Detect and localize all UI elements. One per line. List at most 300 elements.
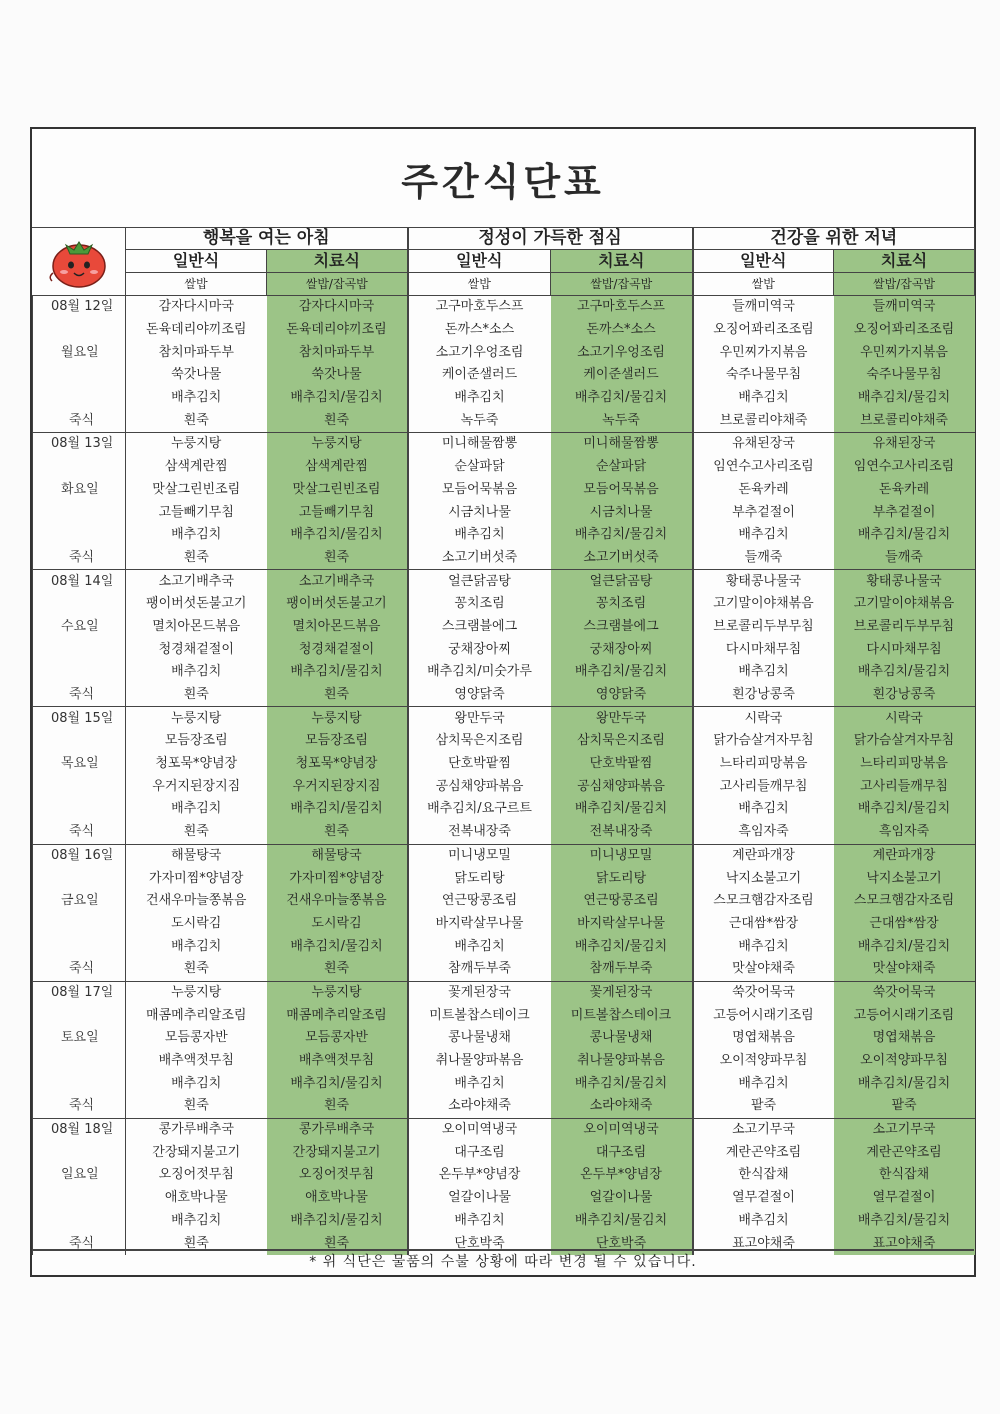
general-menu-item: 숙주나물무침 bbox=[693, 364, 834, 387]
therapy-menu-item: 숙주나물무침 bbox=[834, 364, 975, 387]
general-menu-item: 단호박팥찜 bbox=[408, 753, 551, 776]
general-menu-item: 브로콜리야채죽 bbox=[693, 409, 834, 432]
general-menu-item: 전복내장죽 bbox=[408, 821, 551, 844]
therapy-menu-item: 흰죽 bbox=[267, 409, 408, 432]
therapy-menu-item: 배추김치/물김치 bbox=[834, 387, 975, 410]
general-menu-item: 배추김치 bbox=[693, 661, 834, 684]
therapy-menu-item: 매콤메추리알조림 bbox=[267, 1004, 408, 1027]
menu-row bbox=[33, 1004, 975, 1027]
general-menu-item: 흰죽 bbox=[126, 547, 267, 570]
therapy-menu-item: 낙지소불고기 bbox=[834, 867, 975, 890]
general-menu-item: 맛살야채죽 bbox=[693, 958, 834, 981]
general-menu-item: 배추김치 bbox=[408, 1072, 551, 1095]
general-menu-item: 참깨두부죽 bbox=[408, 958, 551, 981]
therapy-menu-item: 얼갈이나물 bbox=[551, 1187, 693, 1210]
therapy-menu-item: 다시마채무침 bbox=[834, 638, 975, 661]
weekly-menu-table bbox=[32, 227, 975, 1255]
therapy-menu-item: 오징어꽈리조조림 bbox=[834, 319, 975, 342]
therapy-menu-item: 애호박나물 bbox=[267, 1187, 408, 1210]
therapy-menu-item: 부추겉절이 bbox=[834, 501, 975, 524]
general-menu-item: 배추김치 bbox=[126, 661, 267, 684]
therapy-menu-item: 근대쌈*쌈장 bbox=[834, 913, 975, 936]
general-menu-item: 흑임자죽 bbox=[693, 821, 834, 844]
therapy-menu-item: 소고기버섯죽 bbox=[551, 547, 693, 570]
general-menu-item: 간장돼지불고기 bbox=[126, 1141, 267, 1164]
menu-row bbox=[33, 775, 975, 798]
breakfast-general-header: 일반식 bbox=[126, 250, 267, 273]
general-menu-item: 배추김치 bbox=[126, 1210, 267, 1233]
general-menu-item: 흰죽 bbox=[126, 684, 267, 707]
general-menu-item: 얼큰닭곰탕 bbox=[408, 570, 551, 593]
therapy-menu-item: 돈까스*소스 bbox=[551, 319, 693, 342]
menu-row bbox=[33, 409, 975, 432]
general-menu-item: 임연수고사리조림 bbox=[693, 456, 834, 479]
general-menu-item: 애호박나물 bbox=[126, 1187, 267, 1210]
therapy-menu-item: 닭가슴살겨자무침 bbox=[834, 730, 975, 753]
therapy-menu-item: 시락국 bbox=[834, 707, 975, 730]
general-menu-item: 돈까스*소스 bbox=[408, 319, 551, 342]
general-menu-item: 배추김치/미숫가루 bbox=[408, 661, 551, 684]
therapy-menu-item: 배추김치/물김치 bbox=[267, 661, 408, 684]
general-menu-item: 배추김치 bbox=[126, 935, 267, 958]
menu-row bbox=[33, 684, 975, 707]
porridge-label: 죽식 bbox=[33, 1095, 126, 1118]
footnote: * 위 식단은 물품의 수불 상황에 따라 변경 될 수 있습니다. bbox=[32, 1249, 974, 1275]
general-menu-item: 미니해물짬뽕 bbox=[408, 433, 551, 456]
menu-row bbox=[33, 593, 975, 616]
porridge-label: 죽식 bbox=[33, 958, 126, 981]
breakfast-general-rice: 쌀밥 bbox=[126, 273, 267, 296]
general-menu-item: 고구마호두스프 bbox=[408, 296, 551, 319]
therapy-menu-item: 느타리피망볶음 bbox=[834, 753, 975, 776]
general-menu-item: 케이준샐러드 bbox=[408, 364, 551, 387]
general-menu-item: 흰강낭콩죽 bbox=[693, 684, 834, 707]
general-menu-item: 꽁치조림 bbox=[408, 593, 551, 616]
general-menu-item: 배추김치 bbox=[126, 1072, 267, 1095]
day-label-empty bbox=[33, 319, 126, 342]
general-menu-item: 누룽지탕 bbox=[126, 981, 267, 1004]
therapy-menu-item: 도시락김 bbox=[267, 913, 408, 936]
menu-row bbox=[33, 981, 975, 1004]
therapy-menu-item: 흑임자죽 bbox=[834, 821, 975, 844]
general-menu-item: 궁채장아찌 bbox=[408, 638, 551, 661]
dinner-therapy-header: 치료식 bbox=[834, 250, 975, 273]
therapy-menu-item: 삼치묵은지조림 bbox=[551, 730, 693, 753]
general-menu-item: 멸치아몬드볶음 bbox=[126, 616, 267, 639]
day-label-empty bbox=[33, 387, 126, 410]
general-menu-item: 배추김치 bbox=[693, 935, 834, 958]
therapy-menu-item: 고기말이야채볶음 bbox=[834, 593, 975, 616]
therapy-menu-item: 삼색계란찜 bbox=[267, 456, 408, 479]
general-menu-item: 돈육카레 bbox=[693, 479, 834, 502]
general-menu-item: 오징어젓무침 bbox=[126, 1164, 267, 1187]
day-date: 08월 17일 bbox=[33, 981, 126, 1004]
general-menu-item: 배추김치 bbox=[693, 524, 834, 547]
therapy-menu-item: 돈육데리야끼조림 bbox=[267, 319, 408, 342]
dinner-therapy-rice: 쌀밥/잡곡밥 bbox=[834, 273, 975, 296]
day-label-empty bbox=[33, 456, 126, 479]
day-label-empty bbox=[33, 1004, 126, 1027]
general-menu-item: 소고기버섯죽 bbox=[408, 547, 551, 570]
therapy-menu-item: 배추김치/물김치 bbox=[551, 387, 693, 410]
day-weekday: 목요일 bbox=[33, 753, 126, 776]
therapy-menu-item: 소고기우엉조림 bbox=[551, 341, 693, 364]
general-menu-item: 느타리피망볶음 bbox=[693, 753, 834, 776]
general-menu-item: 감자다시마국 bbox=[126, 296, 267, 319]
therapy-menu-item: 배추김치/물김치 bbox=[267, 524, 408, 547]
therapy-menu-item: 계란파개장 bbox=[834, 844, 975, 867]
lunch-therapy-rice: 쌀밥/잡곡밥 bbox=[551, 273, 693, 296]
therapy-menu-item: 들깨미역국 bbox=[834, 296, 975, 319]
therapy-menu-item: 전복내장죽 bbox=[551, 821, 693, 844]
menu-row bbox=[33, 1164, 975, 1187]
therapy-menu-item: 팥죽 bbox=[834, 1095, 975, 1118]
meal-header-breakfast: 행복을 여는 아침 bbox=[126, 227, 408, 250]
general-menu-item: 청포묵*양념장 bbox=[126, 753, 267, 776]
therapy-menu-item: 들깨죽 bbox=[834, 547, 975, 570]
therapy-menu-item: 배추김치/물김치 bbox=[551, 935, 693, 958]
general-menu-item: 흰죽 bbox=[126, 958, 267, 981]
porridge-label: 죽식 bbox=[33, 1232, 126, 1255]
therapy-menu-item: 콩나물냉채 bbox=[551, 1027, 693, 1050]
therapy-menu-item: 순살파닭 bbox=[551, 456, 693, 479]
general-menu-item: 고사리들깨무침 bbox=[693, 775, 834, 798]
general-menu-item: 배추액젓무침 bbox=[126, 1050, 267, 1073]
therapy-menu-item: 참치마파두부 bbox=[267, 341, 408, 364]
menu-row bbox=[33, 867, 975, 890]
menu-row bbox=[33, 433, 975, 456]
therapy-menu-item: 누룽지탕 bbox=[267, 707, 408, 730]
porridge-label: 죽식 bbox=[33, 684, 126, 707]
menu-row bbox=[33, 935, 975, 958]
therapy-menu-item: 영양닭죽 bbox=[551, 684, 693, 707]
therapy-menu-item: 청경채겉절이 bbox=[267, 638, 408, 661]
therapy-menu-item: 콩가루배추국 bbox=[267, 1118, 408, 1141]
menu-row bbox=[33, 913, 975, 936]
therapy-menu-item: 흰죽 bbox=[267, 547, 408, 570]
therapy-menu-item: 스모크햄감자조림 bbox=[834, 890, 975, 913]
general-menu-item: 스모크햄감자조림 bbox=[693, 890, 834, 913]
general-menu-item: 콩나물냉채 bbox=[408, 1027, 551, 1050]
general-menu-item: 건새우마늘쫑볶음 bbox=[126, 890, 267, 913]
therapy-menu-item: 고사리들깨무침 bbox=[834, 775, 975, 798]
tomato-mascot-icon bbox=[44, 233, 114, 291]
general-menu-item: 배추김치 bbox=[693, 387, 834, 410]
therapy-menu-item: 표고야채죽 bbox=[834, 1232, 975, 1255]
general-menu-item: 쑥갓어묵국 bbox=[693, 981, 834, 1004]
general-menu-item: 소고기무국 bbox=[693, 1118, 834, 1141]
general-menu-item: 누룽지탕 bbox=[126, 433, 267, 456]
menu-sheet bbox=[30, 127, 976, 1277]
day-date: 08월 15일 bbox=[33, 707, 126, 730]
therapy-menu-item: 꽁치조림 bbox=[551, 593, 693, 616]
general-menu-item: 오이적양파무침 bbox=[693, 1050, 834, 1073]
therapy-menu-item: 오징어젓무침 bbox=[267, 1164, 408, 1187]
general-menu-item: 닭가슴살겨자무침 bbox=[693, 730, 834, 753]
general-menu-item: 얼갈이나물 bbox=[408, 1187, 551, 1210]
general-menu-item: 팽이버섯돈불고기 bbox=[126, 593, 267, 616]
general-menu-item: 열무겉절이 bbox=[693, 1187, 834, 1210]
day-label-empty bbox=[33, 638, 126, 661]
menu-row bbox=[33, 387, 975, 410]
general-menu-item: 배추김치 bbox=[408, 524, 551, 547]
therapy-menu-item: 대구조림 bbox=[551, 1141, 693, 1164]
general-menu-item: 취나물양파볶음 bbox=[408, 1050, 551, 1073]
general-menu-item: 바지락살무나물 bbox=[408, 913, 551, 936]
page-title: 주간식단표 bbox=[32, 129, 974, 228]
therapy-menu-item: 배추김치/물김치 bbox=[834, 1072, 975, 1095]
general-menu-item: 쑥갓나물 bbox=[126, 364, 267, 387]
therapy-menu-item: 꽃게된장국 bbox=[551, 981, 693, 1004]
day-label-empty bbox=[33, 798, 126, 821]
therapy-menu-item: 배추김치/물김치 bbox=[267, 1072, 408, 1095]
general-menu-item: 영양닭죽 bbox=[408, 684, 551, 707]
general-menu-item: 맛살그린빈조림 bbox=[126, 479, 267, 502]
meal-header-lunch: 정성이 가득한 점심 bbox=[408, 227, 693, 250]
general-menu-item: 오이미역냉국 bbox=[408, 1118, 551, 1141]
menu-row bbox=[33, 1210, 975, 1233]
therapy-menu-item: 미니냉모밀 bbox=[551, 844, 693, 867]
general-menu-item: 흰죽 bbox=[126, 409, 267, 432]
menu-row bbox=[33, 1050, 975, 1073]
menu-row bbox=[33, 1118, 975, 1141]
menu-row bbox=[33, 958, 975, 981]
therapy-menu-item: 브로콜리두부무침 bbox=[834, 616, 975, 639]
menu-row bbox=[33, 341, 975, 364]
menu-row bbox=[33, 661, 975, 684]
therapy-menu-item: 왕만두국 bbox=[551, 707, 693, 730]
general-menu-item: 들깨미역국 bbox=[693, 296, 834, 319]
therapy-menu-item: 임연수고사리조림 bbox=[834, 456, 975, 479]
menu-row bbox=[33, 1072, 975, 1095]
therapy-menu-item: 누룽지탕 bbox=[267, 981, 408, 1004]
therapy-menu-item: 쑥갓어묵국 bbox=[834, 981, 975, 1004]
day-label-empty bbox=[33, 1050, 126, 1073]
general-menu-item: 왕만두국 bbox=[408, 707, 551, 730]
day-label-empty bbox=[33, 1072, 126, 1095]
menu-row bbox=[33, 753, 975, 776]
general-menu-item: 배추김치 bbox=[126, 524, 267, 547]
general-menu-item: 꽃게된장국 bbox=[408, 981, 551, 1004]
menu-row bbox=[33, 570, 975, 593]
general-menu-item: 연근땅콩조림 bbox=[408, 890, 551, 913]
general-menu-item: 우거지된장지짐 bbox=[126, 775, 267, 798]
therapy-menu-item: 가자미찜*양념장 bbox=[267, 867, 408, 890]
menu-row bbox=[33, 844, 975, 867]
day-weekday: 토요일 bbox=[33, 1027, 126, 1050]
day-weekday: 금요일 bbox=[33, 890, 126, 913]
therapy-menu-item: 닭도리탕 bbox=[551, 867, 693, 890]
general-menu-item: 순살파닭 bbox=[408, 456, 551, 479]
therapy-menu-item: 배추김치/물김치 bbox=[834, 798, 975, 821]
menu-row bbox=[33, 547, 975, 570]
general-menu-item: 고등어시래기조림 bbox=[693, 1004, 834, 1027]
therapy-menu-item: 계란곤약조림 bbox=[834, 1141, 975, 1164]
menu-row bbox=[33, 501, 975, 524]
therapy-menu-item: 미니해물짬뽕 bbox=[551, 433, 693, 456]
general-menu-item: 대구조림 bbox=[408, 1141, 551, 1164]
day-label-empty bbox=[33, 913, 126, 936]
therapy-menu-item: 간장돼지불고기 bbox=[267, 1141, 408, 1164]
menu-row bbox=[33, 798, 975, 821]
menu-row bbox=[33, 707, 975, 730]
general-menu-item: 들깨죽 bbox=[693, 547, 834, 570]
general-menu-item: 삼치묵은지조림 bbox=[408, 730, 551, 753]
menu-row bbox=[33, 456, 975, 479]
therapy-menu-item: 건새우마늘쫑볶음 bbox=[267, 890, 408, 913]
day-label-empty bbox=[33, 1141, 126, 1164]
therapy-menu-item: 돈육카레 bbox=[834, 479, 975, 502]
therapy-menu-item: 열무겉절이 bbox=[834, 1187, 975, 1210]
therapy-menu-item: 배추김치/물김치 bbox=[267, 935, 408, 958]
therapy-menu-item: 배추김치/물김치 bbox=[267, 1210, 408, 1233]
day-weekday: 월요일 bbox=[33, 341, 126, 364]
breakfast-therapy-header: 치료식 bbox=[267, 250, 408, 273]
therapy-menu-item: 배추액젓무침 bbox=[267, 1050, 408, 1073]
therapy-menu-item: 배추김치/물김치 bbox=[551, 798, 693, 821]
general-menu-item: 고들빼기무침 bbox=[126, 501, 267, 524]
general-menu-item: 미트볼찹스테이크 bbox=[408, 1004, 551, 1027]
general-menu-item: 우민찌가지볶음 bbox=[693, 341, 834, 364]
general-menu-item: 도시락김 bbox=[126, 913, 267, 936]
menu-row bbox=[33, 1095, 975, 1118]
general-menu-item: 스크램블에그 bbox=[408, 616, 551, 639]
therapy-menu-item: 취나물양파볶음 bbox=[551, 1050, 693, 1073]
porridge-label: 죽식 bbox=[33, 821, 126, 844]
general-menu-item: 매콤메추리알조림 bbox=[126, 1004, 267, 1027]
therapy-menu-item: 청포묵*양념장 bbox=[267, 753, 408, 776]
general-menu-item: 배추김치 bbox=[408, 1210, 551, 1233]
general-menu-item: 낙지소불고기 bbox=[693, 867, 834, 890]
therapy-menu-item: 팽이버섯돈불고기 bbox=[267, 593, 408, 616]
day-label-empty bbox=[33, 593, 126, 616]
menu-row bbox=[33, 1027, 975, 1050]
general-menu-item: 근대쌈*쌈장 bbox=[693, 913, 834, 936]
therapy-menu-item: 황태콩나물국 bbox=[834, 570, 975, 593]
general-menu-item: 흰죽 bbox=[126, 1095, 267, 1118]
general-menu-item: 가자미찜*양념장 bbox=[126, 867, 267, 890]
day-date: 08월 13일 bbox=[33, 433, 126, 456]
porridge-label: 죽식 bbox=[33, 409, 126, 432]
general-menu-item: 고기말이야채볶음 bbox=[693, 593, 834, 616]
therapy-menu-item: 연근땅콩조림 bbox=[551, 890, 693, 913]
therapy-menu-item: 배추김치/물김치 bbox=[551, 524, 693, 547]
day-label-empty bbox=[33, 1187, 126, 1210]
general-menu-item: 한식잡채 bbox=[693, 1164, 834, 1187]
therapy-menu-item: 얼큰닭곰탕 bbox=[551, 570, 693, 593]
therapy-menu-item: 유채된장국 bbox=[834, 433, 975, 456]
therapy-menu-item: 오이미역냉국 bbox=[551, 1118, 693, 1141]
porridge-label: 죽식 bbox=[33, 547, 126, 570]
therapy-menu-item: 흰죽 bbox=[267, 821, 408, 844]
general-menu-item: 유채된장국 bbox=[693, 433, 834, 456]
general-menu-item: 돈육데리야끼조림 bbox=[126, 319, 267, 342]
general-menu-item: 시금치나물 bbox=[408, 501, 551, 524]
therapy-menu-item: 궁채장아찌 bbox=[551, 638, 693, 661]
therapy-menu-item: 소고기무국 bbox=[834, 1118, 975, 1141]
day-date: 08월 18일 bbox=[33, 1118, 126, 1141]
general-menu-item: 배추김치 bbox=[126, 798, 267, 821]
lunch-therapy-header: 치료식 bbox=[551, 250, 693, 273]
general-menu-item: 닭도리탕 bbox=[408, 867, 551, 890]
general-menu-item: 참치마파두부 bbox=[126, 341, 267, 364]
day-label-empty bbox=[33, 364, 126, 387]
therapy-menu-item: 케이준샐러드 bbox=[551, 364, 693, 387]
general-menu-item: 소라야채죽 bbox=[408, 1095, 551, 1118]
menu-row bbox=[33, 890, 975, 913]
therapy-menu-item: 소라야채죽 bbox=[551, 1095, 693, 1118]
general-menu-item: 소고기우엉조림 bbox=[408, 341, 551, 364]
general-menu-item: 단호박죽 bbox=[408, 1232, 551, 1255]
dinner-general-header: 일반식 bbox=[693, 250, 834, 273]
therapy-menu-item: 오이적양파무침 bbox=[834, 1050, 975, 1073]
menu-row bbox=[33, 364, 975, 387]
therapy-menu-item: 단호박팥찜 bbox=[551, 753, 693, 776]
general-menu-item: 배추김치 bbox=[693, 1072, 834, 1095]
general-menu-item: 배추김치 bbox=[408, 935, 551, 958]
menu-row bbox=[33, 730, 975, 753]
general-menu-item: 삼색계란찜 bbox=[126, 456, 267, 479]
day-label-empty bbox=[33, 730, 126, 753]
general-menu-item: 팥죽 bbox=[693, 1095, 834, 1118]
day-label-empty bbox=[33, 524, 126, 547]
general-menu-item: 배추김치 bbox=[693, 1210, 834, 1233]
day-label-empty bbox=[33, 867, 126, 890]
breakfast-therapy-rice: 쌀밥/잡곡밥 bbox=[267, 273, 408, 296]
therapy-menu-item: 공심채양파볶음 bbox=[551, 775, 693, 798]
therapy-menu-item: 한식잡채 bbox=[834, 1164, 975, 1187]
general-menu-item: 흰죽 bbox=[126, 1232, 267, 1255]
therapy-menu-item: 소고기배추국 bbox=[267, 570, 408, 593]
general-menu-item: 브로콜리두부무침 bbox=[693, 616, 834, 639]
day-label-empty bbox=[33, 501, 126, 524]
therapy-menu-item: 미트볼찹스테이크 bbox=[551, 1004, 693, 1027]
therapy-menu-item: 배추김치/물김치 bbox=[834, 1210, 975, 1233]
general-menu-item: 녹두죽 bbox=[408, 409, 551, 432]
therapy-menu-item: 모듬장조림 bbox=[267, 730, 408, 753]
general-menu-item: 부추겉절이 bbox=[693, 501, 834, 524]
therapy-menu-item: 흰죽 bbox=[267, 684, 408, 707]
general-menu-item: 모듬어묵볶음 bbox=[408, 479, 551, 502]
day-weekday: 수요일 bbox=[33, 616, 126, 639]
therapy-menu-item: 배추김치/물김치 bbox=[834, 935, 975, 958]
general-menu-item: 콩가루배추국 bbox=[126, 1118, 267, 1141]
mascot-logo bbox=[33, 227, 126, 296]
day-label-empty bbox=[33, 775, 126, 798]
therapy-menu-item: 고들빼기무침 bbox=[267, 501, 408, 524]
therapy-menu-item: 배추김치/물김치 bbox=[267, 798, 408, 821]
therapy-menu-item: 모듬어묵볶음 bbox=[551, 479, 693, 502]
general-menu-item: 소고기배추국 bbox=[126, 570, 267, 593]
general-menu-item: 황태콩나물국 bbox=[693, 570, 834, 593]
therapy-menu-item: 배추김치/물김치 bbox=[551, 1072, 693, 1095]
therapy-menu-item: 우민찌가지볶음 bbox=[834, 341, 975, 364]
day-date: 08월 16일 bbox=[33, 844, 126, 867]
general-menu-item: 계란곤약조림 bbox=[693, 1141, 834, 1164]
therapy-menu-item: 흰죽 bbox=[267, 1232, 408, 1255]
day-date: 08월 14일 bbox=[33, 570, 126, 593]
therapy-menu-item: 고구마호두스프 bbox=[551, 296, 693, 319]
menu-row bbox=[33, 296, 975, 319]
general-menu-item: 계란파개장 bbox=[693, 844, 834, 867]
therapy-menu-item: 배추김치/물김치 bbox=[551, 661, 693, 684]
therapy-menu-item: 우거지된장지짐 bbox=[267, 775, 408, 798]
therapy-menu-item: 고등어시래기조림 bbox=[834, 1004, 975, 1027]
therapy-menu-item: 해물탕국 bbox=[267, 844, 408, 867]
general-menu-item: 미니냉모밀 bbox=[408, 844, 551, 867]
day-label-empty bbox=[33, 1210, 126, 1233]
therapy-menu-item: 멸치아몬드볶음 bbox=[267, 616, 408, 639]
